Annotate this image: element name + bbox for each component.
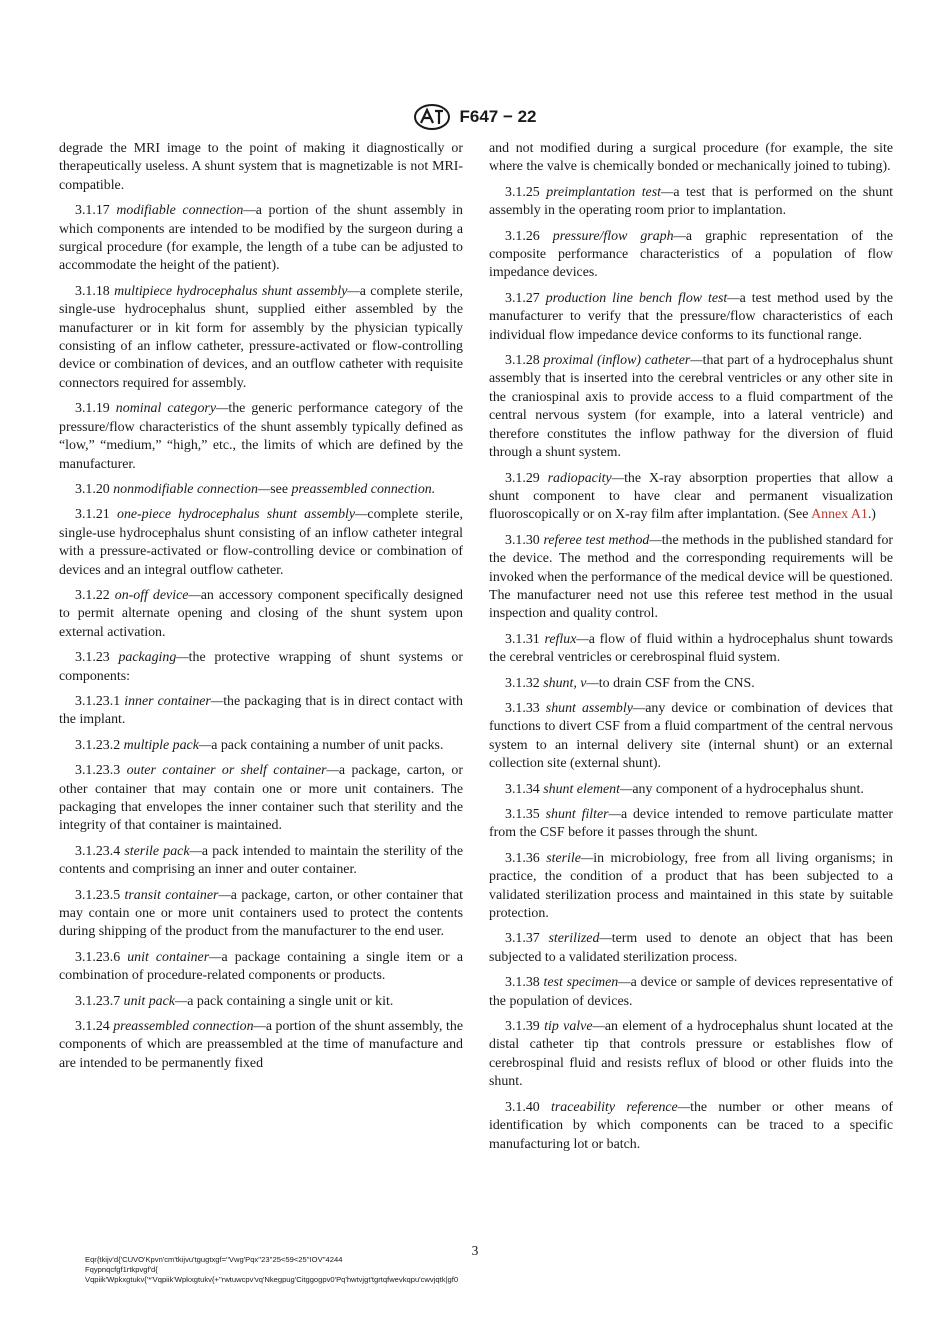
defined-term: nominal category—	[115, 401, 229, 417]
definition-paragraph	[489, 781, 893, 799]
section-number: 3.1.23.2	[75, 737, 121, 753]
section-number: 3.1.23.1	[75, 693, 121, 709]
definition-paragraph	[489, 184, 893, 221]
definition-text: the X-ray absorption properties that allow a shunt component to have clear and permanent visualization fluoroscopically or on X-ray film after implantation. (See	[489, 470, 893, 523]
definition-text: see	[270, 481, 292, 497]
definition-paragraph	[59, 693, 463, 730]
definition-text: a graphic representation of the composite performance characteristics of a population of flow impedance devices.	[489, 228, 893, 281]
section-number: 3.1.18	[75, 283, 110, 299]
defined-term: shunt assembly—	[545, 700, 646, 716]
definition-paragraph	[489, 140, 893, 177]
definition-paragraph	[489, 1018, 893, 1092]
definition-text: a package containing a single item or a combination of procedure-related components or products.	[59, 949, 463, 984]
defined-term: proximal (inflow) catheter—	[543, 353, 703, 369]
defined-term: multipiece hydrocephalus shunt assembly—	[114, 283, 360, 299]
definition-paragraph	[489, 675, 893, 693]
definition-paragraph	[59, 843, 463, 880]
cross-reference-term: preassembled connection.	[291, 481, 436, 497]
section-number: 3.1.23.7	[75, 993, 121, 1009]
definition-paragraph	[59, 949, 463, 986]
defined-term: packaging—	[118, 650, 189, 666]
definition-paragraph	[489, 974, 893, 1011]
definition-text: any device or combination of devices that functions to divert CSF from a fluid compartment of the central nervous system to an internal delivery site (internal shunt) or an external collection site (external shunt).	[489, 700, 893, 772]
definition-text: a complete sterile, single-use hydrocephalus shunt, supplied either assembled by the manufacturer or in kit form for assembly by the physician typically consisting of an inflow catheter, pressure-activated or flow-controlling device or combination of devices, and an outflow catheter with requisite connectors required for assembly.	[59, 283, 464, 391]
section-number: 3.1.25	[505, 184, 540, 200]
page-number: 3	[471, 1243, 479, 1258]
definition-paragraph	[59, 506, 463, 580]
definition-text: a test that is performed on the shunt assembly in the operating room prior to implantation.	[489, 184, 893, 219]
defined-term: radiopacity—	[547, 470, 625, 486]
defined-term: production line bench flow test—	[545, 290, 740, 306]
definition-paragraph	[59, 762, 463, 836]
definition-paragraph	[489, 930, 893, 967]
defined-term: one-piece hydrocephalus shunt assembly—	[117, 507, 368, 523]
definition-text: a pack containing a number of unit packs.	[211, 737, 444, 753]
defined-term: on-off device—	[114, 587, 201, 603]
definition-text: a portion of the shunt assembly in which components are intended to be modified by the surgeon during a surgical procedure (for example, the length of a tube can be adjusted to accommodate the height of the patient).	[59, 203, 463, 274]
defined-term: test specimen—	[543, 975, 631, 991]
definition-text: term used to denote an object that has been subjected to a validated sterilization process.	[489, 931, 893, 965]
definition-text: complete sterile, single-use hydrocephalus shunt consisting of an inflow catheter integral with a pressure-activated or flow-controlling device or combination of devices and an integral outflow catheter.	[59, 507, 463, 578]
right-column	[489, 140, 893, 1161]
annex-link[interactable]: Annex A1	[811, 507, 868, 523]
definition-paragraph	[59, 481, 463, 499]
section-number: 3.1.20	[75, 481, 110, 497]
definition-paragraph	[59, 887, 463, 942]
definition-text: a package, carton, or other container that may contain one or more unit containers used to protect the contents during shipping of the product from the manufacturer to the end user.	[59, 887, 463, 940]
footer-line: Eqr{tkijv'd{'CUVO'Kpvn'cm'tkijvu'tgugtxgf=''Vwg'Pqx''23''25<59<25''IOV''4244	[85, 1255, 343, 1264]
defined-term: referee test method—	[543, 532, 662, 548]
defined-term: shunt, v—	[543, 675, 599, 691]
definition-text: a flow of fluid within a hydrocephalus shunt towards the cerebral ventricles or cerebrospinal fluid system.	[489, 631, 893, 666]
defined-term: preassembled connection—	[113, 1019, 266, 1035]
definition-text: an accessory component specifically designed to permit alternate opening and closing of the shunt system upon external activation.	[59, 587, 463, 640]
defined-term: traceability reference—	[551, 1099, 691, 1115]
definition-text: .)	[867, 507, 876, 523]
definition-text: an element of a hydrocephalus shunt located at the distal catheter tip that controls pressure or establishes flow of cerebrospinal fluid and resists reflux of blood or other fluids into the shunt.	[489, 1019, 893, 1090]
section-number: 3.1.26	[505, 228, 540, 244]
footer-line: Vqpiik'Wpkxgtukv{'*'Vqpiik'Wpkxgtukv{+''rwtuwcpv'vq'Nkegpug'Citggogpv0'Pq'hwtvjgt'tgrtqfwevkqpu'cwvjqtk|gf0	[85, 1275, 459, 1284]
definition-paragraph	[489, 631, 893, 668]
section-number: 3.1.28	[505, 353, 540, 369]
section-number: 3.1.23.3	[75, 763, 121, 779]
definition-paragraph	[59, 737, 463, 755]
section-number: 3.1.35	[505, 807, 540, 822]
section-number: 3.1.23.4	[75, 843, 121, 859]
definition-text: the methods in the published standard for the device. The method and the corresponding requirements will be invoked when the performance of the medical device will be questioned. The manufacturer need not use this referee test method in the usual inspection and quality control.	[489, 532, 894, 622]
section-number: 3.1.27	[505, 290, 540, 306]
copyright-footer	[85, 1255, 458, 1285]
defined-term: outer container or shelf container—	[126, 763, 339, 779]
definition-paragraph	[489, 1099, 893, 1154]
definition-text: a pack intended to maintain the sterility of the contents and comprising an inner and outer container.	[59, 843, 464, 878]
left-column	[59, 140, 463, 1080]
defined-term: sterilized—	[548, 931, 612, 947]
section-number: 3.1.17	[75, 203, 110, 219]
definition-text: the protective wrapping of shunt systems or components:	[59, 650, 463, 684]
definition-paragraph	[489, 352, 893, 462]
defined-term: shunt element—	[543, 781, 633, 797]
section-number: 3.1.40	[505, 1099, 540, 1115]
definition-paragraph	[59, 283, 463, 393]
definition-paragraph	[59, 202, 463, 276]
definition-paragraph	[489, 228, 893, 283]
defined-term: unit container—	[127, 949, 222, 965]
section-number: 3.1.32	[505, 675, 540, 691]
definition-text: degrade the MRI image to the point of making it diagnostically or therapeutically useless. A shunt system that is magnetizable is not MRI-compatible.	[59, 141, 463, 193]
defined-term: reflux—	[544, 631, 589, 647]
section-number: 3.1.33	[505, 700, 540, 716]
definition-text: a pack containing a single unit or kit.	[187, 993, 394, 1009]
section-number: 3.1.37	[505, 931, 540, 947]
definition-paragraph	[489, 806, 893, 843]
definition-paragraph	[59, 993, 463, 1011]
section-number: 3.1.31	[505, 631, 540, 647]
section-number: 3.1.39	[505, 1019, 540, 1035]
section-number: 3.1.22	[75, 587, 110, 603]
section-number: 3.1.24	[75, 1019, 110, 1035]
definition-text: in microbiology, free from all living organisms; in practice, the condition of a product that has been subjected to a validated sterilization process and maintained in this state by suitable protection.	[489, 850, 893, 922]
definition-paragraph	[59, 649, 463, 686]
definition-text: to drain CSF from the CNS.	[598, 675, 755, 691]
definition-text: any component of a hydrocephalus shunt.	[632, 781, 864, 797]
defined-term: sterile—	[546, 850, 594, 866]
defined-term: sterile pack—	[124, 843, 202, 859]
definition-paragraph	[489, 290, 893, 345]
defined-term: tip valve—	[544, 1019, 605, 1035]
definition-paragraph	[489, 700, 893, 774]
definition-text: the number or other means of identification by which components can be traced to a specific manufacturing lot or batch.	[489, 1099, 894, 1152]
defined-term: shunt filter—	[545, 807, 621, 822]
definition-paragraph	[59, 400, 463, 474]
footer-line: Fqypnqcfgf1rtkpvgf'd{	[85, 1265, 158, 1274]
defined-term: inner container—	[124, 693, 224, 709]
defined-term: pressure/flow graph—	[552, 228, 686, 244]
defined-term: nonmodifiable connection—	[113, 481, 271, 497]
defined-term: modifiable connection—	[116, 203, 256, 219]
defined-term: unit pack—	[123, 993, 188, 1009]
definition-paragraph	[489, 470, 893, 525]
astm-logo-icon	[413, 104, 451, 130]
section-number: 3.1.23	[75, 650, 110, 666]
section-number: 3.1.23.5	[75, 887, 121, 903]
defined-term: preimplantation test—	[546, 184, 674, 200]
section-number: 3.1.34	[505, 781, 540, 797]
definition-text: a portion of the shunt assembly, the components of which are preassembled at the time of manufacture and are intended to be permanently fixed	[59, 1019, 463, 1071]
definition-text: a test method used by the manufacturer to verify that the pressure/flow characteristics of each individual flow impedance device conforms to its functional range.	[489, 290, 893, 343]
definition-text: that part of a hydrocephalus shunt assembly that is inserted into the cerebral ventricles or any other site in the craniospinal axis to provide access to a fluid compartment of the central nervous system (for example, into a lateral ventricle) and therefore constitutes the inflow pathway for the diversion of fluid through a shunt system.	[489, 353, 893, 461]
definition-text: a package, carton, or other container that may contain one or more unit containers. The packaging that envelopes the inner container such that sterility and the integrity of that container is maintained.	[59, 763, 463, 834]
definition-paragraph	[489, 532, 893, 624]
section-number: 3.1.36	[505, 850, 540, 866]
standard-designation: F647 − 22	[459, 107, 537, 126]
definition-text: a device or sample of devices representative of the population of devices.	[489, 975, 894, 1009]
section-number: 3.1.30	[505, 532, 540, 548]
defined-term: multiple pack—	[123, 737, 212, 753]
section-number: 3.1.19	[75, 401, 110, 417]
definition-text: the generic performance category of the pressure/flow characteristics of the shunt assembly typically defined as “low,” “medium,” “high,” etc., the limits of which are defined by the manufacturer.	[59, 401, 463, 472]
page-header	[0, 104, 950, 130]
section-number: 3.1.23.6	[75, 949, 121, 965]
definition-paragraph	[489, 850, 893, 924]
definition-text: and not modified during a surgical procedure (for example, the site where the valve is chemically bonded or mechanically joined to tubing).	[489, 141, 893, 175]
section-number: 3.1.38	[505, 975, 540, 991]
defined-term: transit container—	[124, 887, 231, 903]
definition-paragraph	[59, 587, 463, 642]
definition-paragraph	[59, 140, 463, 195]
section-number: 3.1.29	[505, 470, 540, 486]
definition-text: a device intended to remove particulate matter from the CSF before it passes through the shunt.	[489, 807, 893, 841]
definition-paragraph	[59, 1018, 463, 1073]
definition-text: the packaging that is in direct contact with the implant.	[59, 693, 463, 728]
section-number: 3.1.21	[75, 507, 110, 523]
